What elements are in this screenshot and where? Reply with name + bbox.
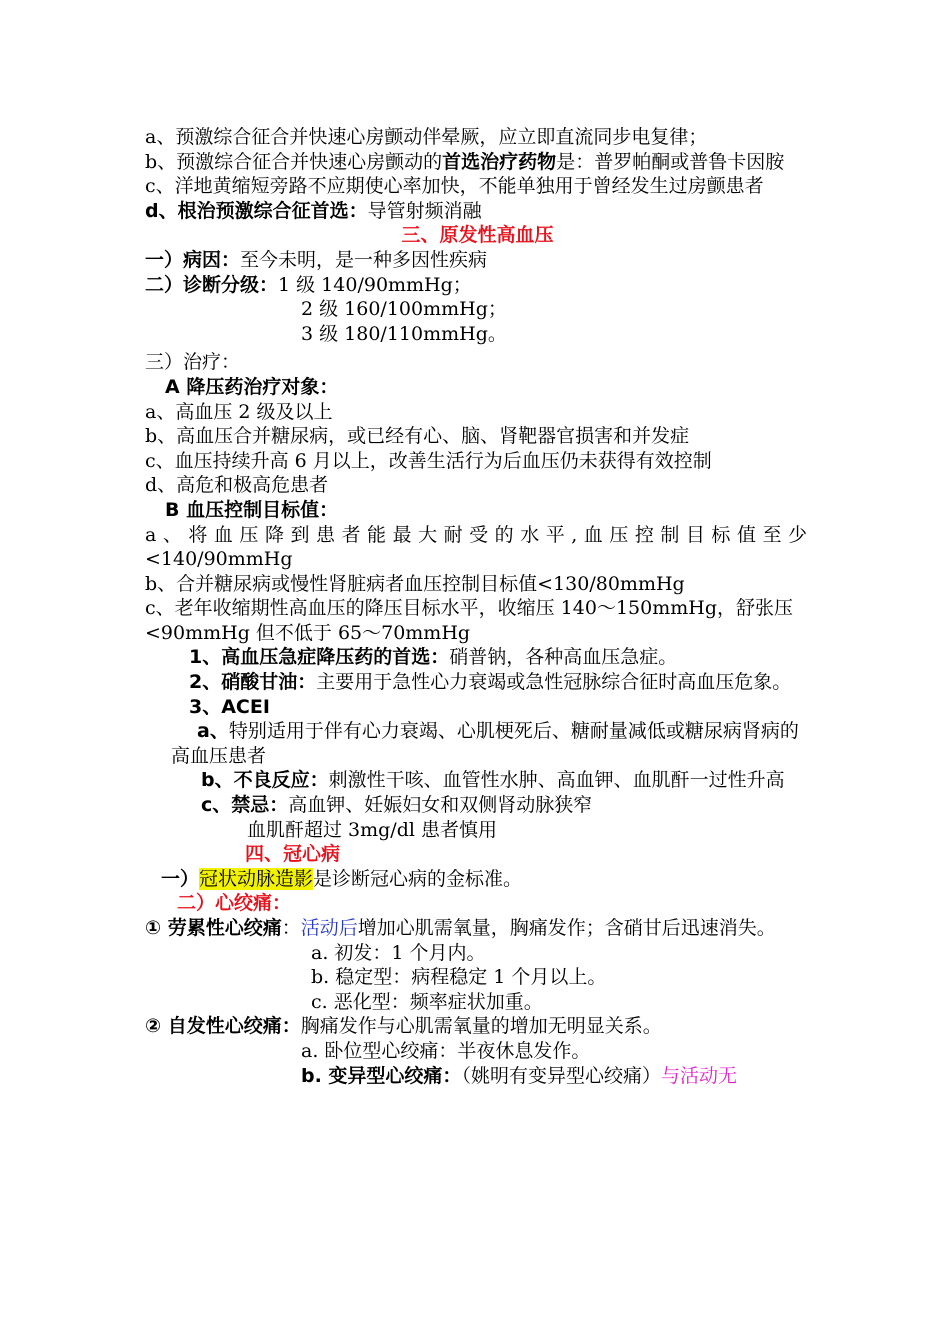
text-line	[145, 645, 810, 670]
bold-text: c、禁忌：	[201, 794, 289, 817]
bold-text: 二）诊断分级：	[145, 273, 279, 296]
bold-text: b、不良反应：	[201, 769, 329, 792]
document-content	[145, 125, 810, 1088]
text-line	[145, 273, 810, 298]
text: b、预激综合征合并快速心房颤动的	[145, 150, 443, 173]
text: 刺激性干咳、血管性水肿、高血钾、血肌酐一过性升高	[328, 769, 785, 792]
list-item: c、老年收缩期性高血压的降压目标水平，收缩压 140～150mmHg，舒张压<90mmHg 但不低于 65～70mmHg	[145, 597, 793, 644]
section-heading: 三、原发性高血压	[401, 224, 554, 247]
subheading: 3、ACEI	[189, 695, 270, 718]
text-line	[145, 199, 810, 224]
bold-text: ① 劳累性心绞痛	[145, 917, 282, 939]
text: （姚明有变异型心绞痛）	[461, 1064, 661, 1087]
subheading: A 降压药治疗对象：	[165, 375, 339, 398]
list-item: d、高危和极高危患者	[145, 474, 329, 497]
text: 增加心肌需氧量，胸痛发作；含硝甘后迅速消失。	[357, 917, 776, 939]
list-item: a、高血压 2 级及以上	[145, 400, 333, 423]
list-item: b、合并糖尿病或慢性肾脏病者血压控制目标值<130/80mmHg	[145, 572, 685, 595]
list-item: <140/90mmHg	[145, 548, 293, 571]
bold-text: d、根治预激综合征首选：	[145, 199, 368, 222]
text-line	[145, 248, 810, 273]
text-line	[145, 670, 810, 695]
list-item: c、血压持续升高 6 月以上，改善生活行为后血压仍未获得有效控制	[145, 449, 712, 472]
list-item: a. 初发：1 个月内。	[311, 941, 486, 964]
subheading: B 血压控制目标值：	[165, 498, 339, 521]
text: 是诊断冠心病的金标准。	[313, 867, 523, 890]
text: 是：普罗帕酮或普鲁卡因胺	[556, 150, 785, 173]
bold-text: 首选治疗药物	[442, 150, 557, 173]
bold-text: 一）	[161, 867, 200, 890]
bold-text: b. 变异型心绞痛：	[301, 1064, 462, 1087]
text: 主要用于急性心力衰竭或急性冠脉综合征时高血压危象。	[316, 671, 792, 694]
text: 特别适用于伴有心力衰竭、心肌梗死后、糖耐量减低或糖尿病肾病的高血压患者	[171, 720, 799, 767]
list-item: b、高血压合并糖尿病，或已经有心、脑、肾靶器官损害和并发症	[145, 425, 690, 448]
text: c、洋地黄缩短旁路不应期使心率加快，不能单独用于曾经发生过房颤患者	[145, 175, 764, 198]
pink-text: 与活动无	[660, 1064, 737, 1087]
text: 硝普钠，各种高血压急症。	[449, 646, 678, 669]
text: a、预激综合征合并快速心房颤动伴晕厥，应立即直流同步电复律；	[145, 126, 708, 148]
list-item: a、将血压降到患者能最大耐受的水平,血压控制目标值至少	[145, 523, 810, 546]
text-line	[145, 125, 810, 150]
list-item: b. 稳定型：病程稳定 1 个月以上。	[311, 966, 607, 989]
text: 胸痛发作与心肌需氧量的增加无明显关系。	[300, 1015, 662, 1038]
text-line	[145, 150, 810, 175]
text: 导管射频消融	[367, 199, 482, 222]
bold-text: 2、硝酸甘油：	[189, 671, 317, 694]
text-line	[145, 174, 810, 199]
bold-text: ② 自发性心绞痛：	[145, 1015, 301, 1038]
text-line	[145, 793, 810, 818]
blue-text: 活动后	[300, 917, 358, 939]
text-line: 三）治疗：	[145, 351, 241, 374]
text-line	[145, 1014, 810, 1039]
highlighted-text: 冠状动脉造影	[199, 867, 314, 890]
bold-text: a、	[197, 720, 229, 743]
subheading: 二）心绞痛：	[177, 892, 292, 915]
text-line: 2 级 160/100mmHg；	[301, 298, 507, 321]
text-line: 血肌酐超过 3mg/dl 患者慎用	[247, 818, 497, 841]
text-line	[145, 867, 810, 892]
list-item: c. 恶化型：频率症状加重。	[311, 990, 543, 1013]
text-line	[145, 916, 810, 941]
text: 1 级 140/90mmHg；	[278, 273, 472, 296]
text: ：	[281, 917, 301, 939]
text-line: 3 级 180/110mmHg。	[301, 322, 507, 345]
bold-text: 1、高血压急症降压药的首选：	[189, 646, 450, 669]
text: 高血钾、妊娠妇女和双侧肾动脉狭窄	[288, 794, 593, 817]
list-item: a. 卧位型心绞痛：半夜休息发作。	[301, 1039, 591, 1062]
text-line	[145, 719, 810, 768]
text-line	[145, 768, 810, 793]
text: 至今未明，是一种多因性疾病	[240, 248, 488, 271]
section-heading: 四、冠心病	[245, 843, 341, 866]
bold-text: 一）病因：	[145, 248, 241, 271]
list-item	[145, 1064, 810, 1089]
